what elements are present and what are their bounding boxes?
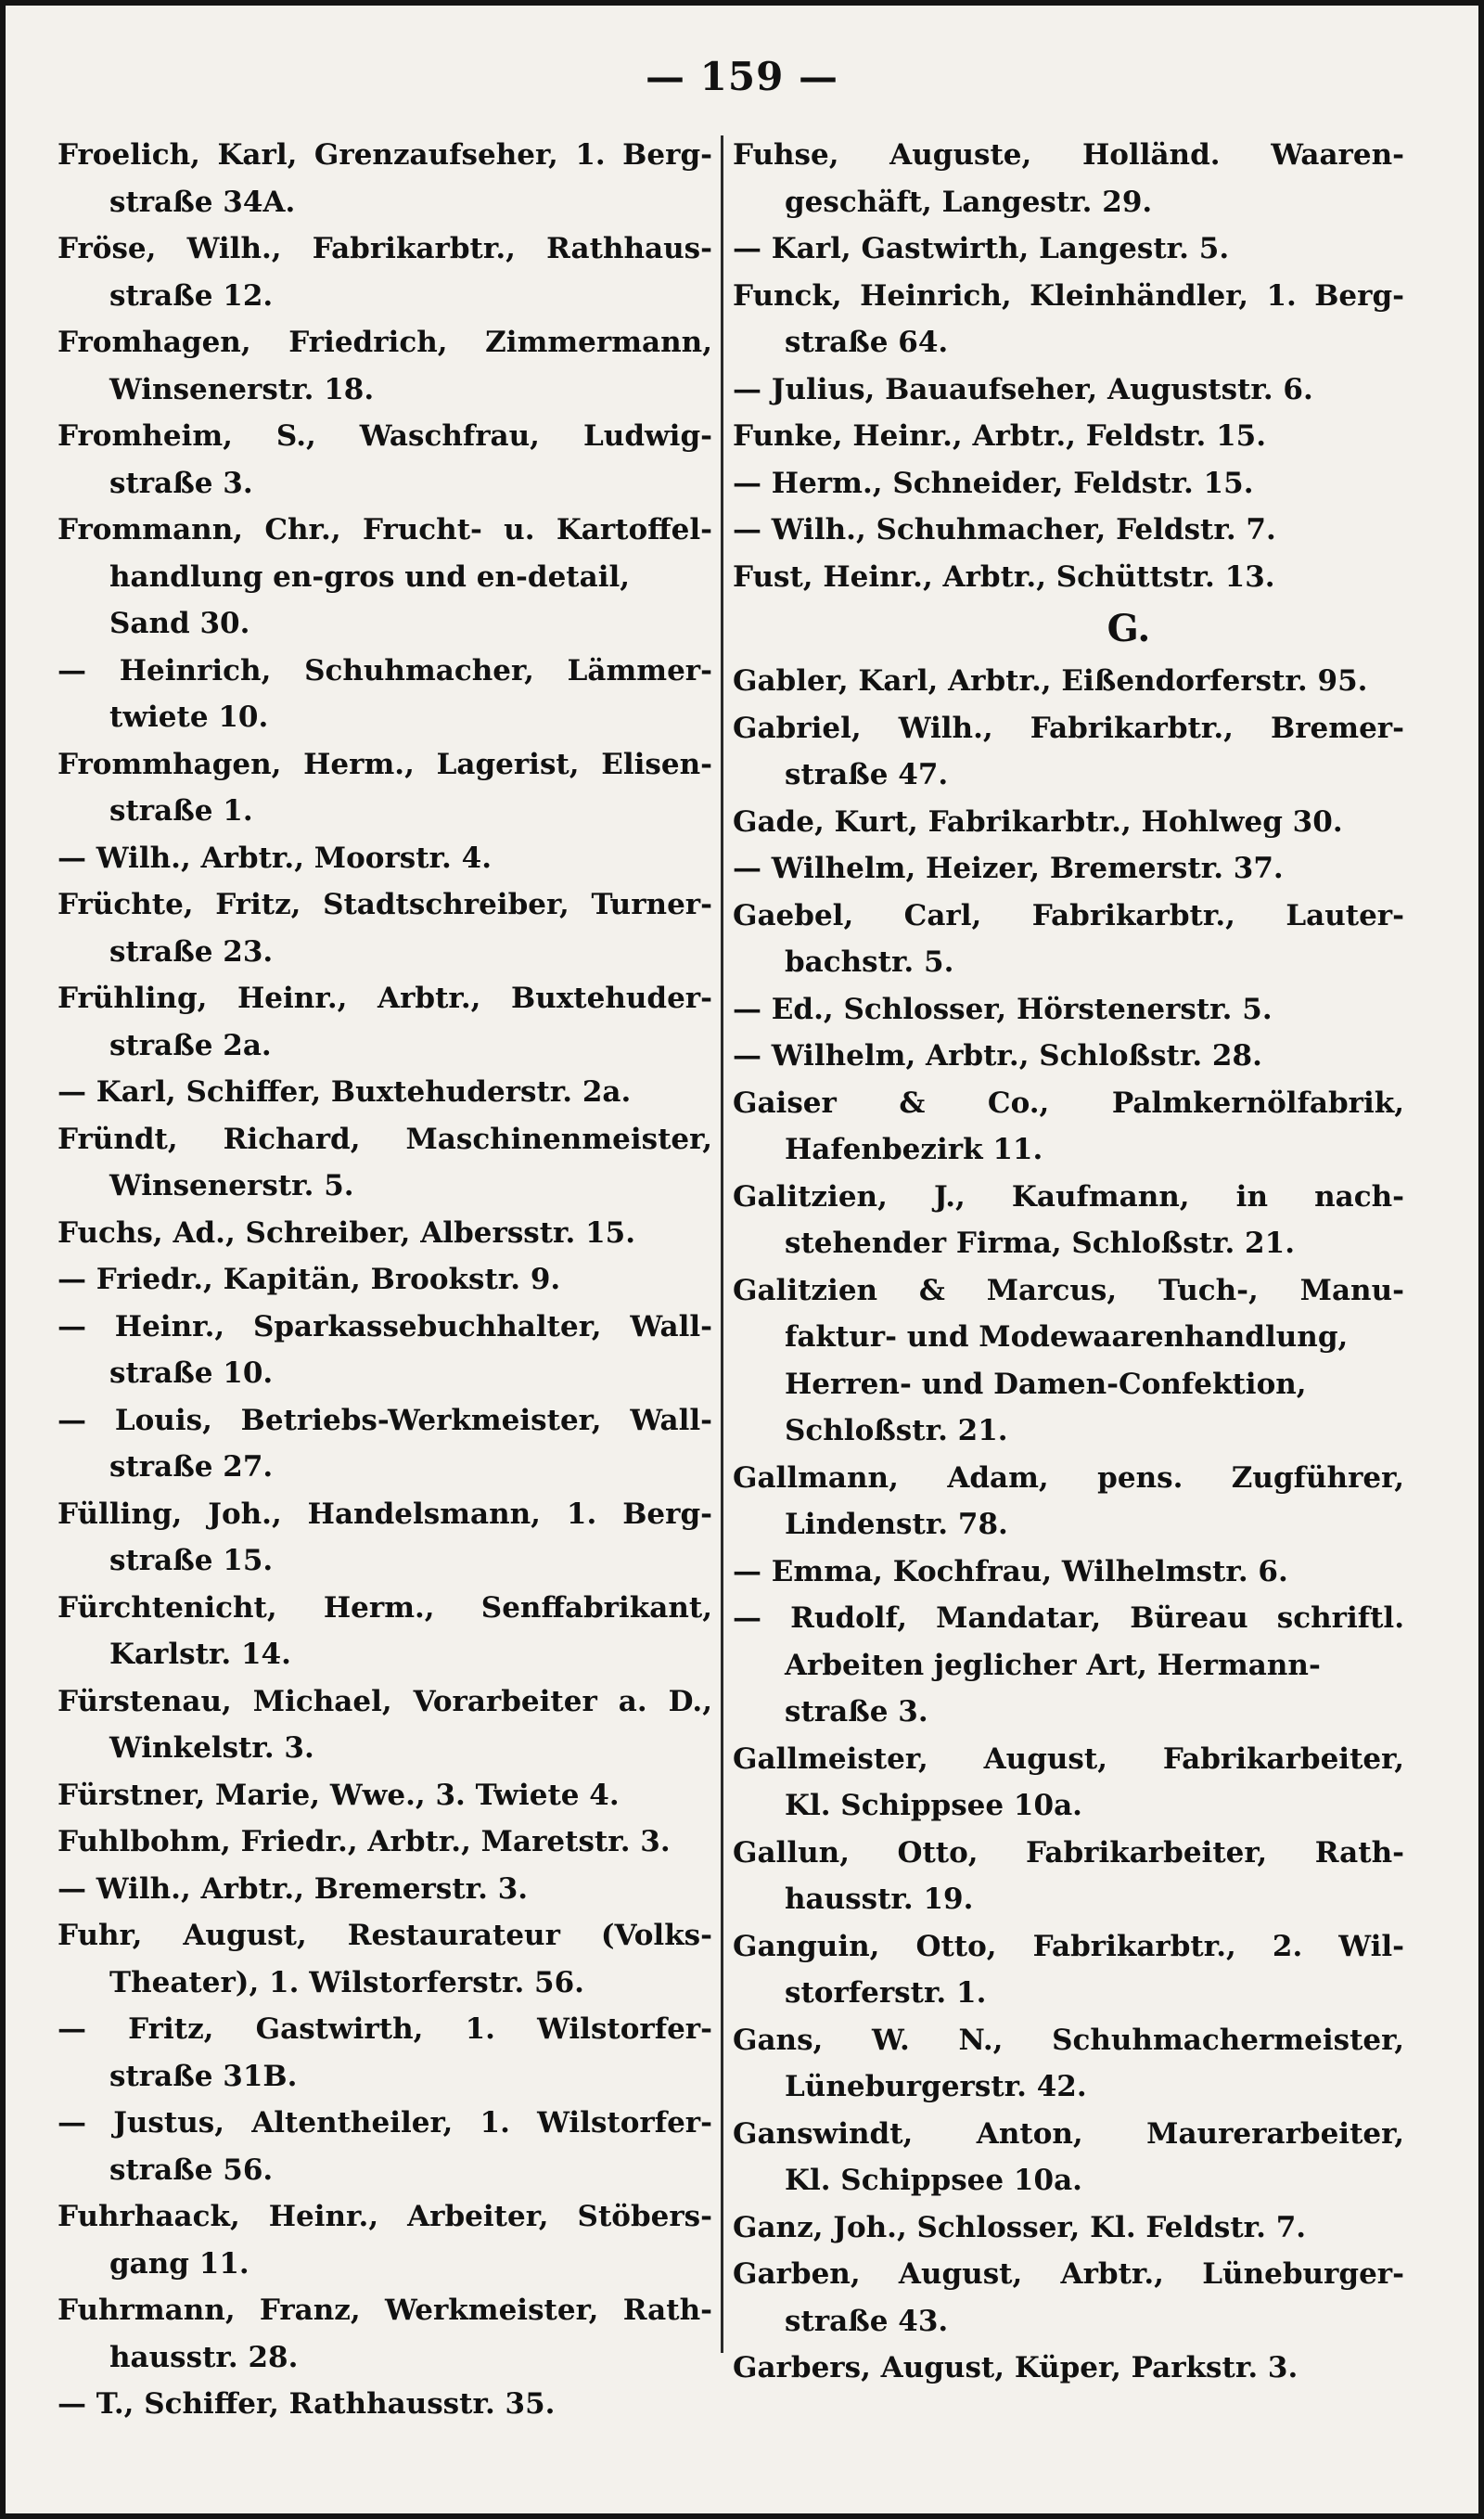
directory-entry [58, 2100, 712, 2193]
right-column-before-section [733, 132, 1404, 600]
directory-entry [733, 799, 1404, 846]
directory-entry [733, 554, 1404, 601]
entry-continuation-line: straße 34A. [109, 185, 296, 219]
directory-entry [733, 893, 1404, 986]
entry-line: — Wilhelm, Heizer, Bremerstr. 37. [733, 852, 1284, 885]
entry-line: Funke, Heinr., Arbtr., Feldstr. 15. [733, 419, 1267, 453]
right-column [733, 132, 1404, 2392]
entry-continuation-line: Theater), 1. Wilstorferstr. 56. [109, 1965, 584, 1999]
directory-entry [733, 413, 1404, 460]
entry-line: Garben, August, Arbtr., Lüneburger- [733, 2257, 1404, 2291]
directory-entry [733, 1033, 1404, 1080]
directory-entry [733, 986, 1404, 1034]
directory-entry [58, 132, 712, 225]
entry-line: — Wilh., Arbtr., Moorstr. 4. [58, 841, 492, 875]
entry-continuation-line: straße 47. [785, 758, 949, 791]
directory-entry [58, 2193, 712, 2287]
entry-continuation-line: straße 3. [109, 466, 253, 500]
entry-line: Gallun, Otto, Fabrikarbeiter, Rath- [733, 1835, 1404, 1870]
directory-entry [58, 2381, 712, 2428]
directory-entry [58, 2006, 712, 2100]
entry-continuation-line: Herren- und Damen-Confektion, [785, 1367, 1307, 1401]
directory-entry [733, 273, 1404, 366]
entry-line: Gade, Kurt, Fabrikarbtr., Hohlweg 30. [733, 804, 1343, 839]
directory-entry [58, 1491, 712, 1585]
entry-continuation-line: straße 12. [109, 278, 274, 313]
entry-continuation-line: straße 1. [109, 794, 253, 828]
entry-line: Fuhlbohm, Friedr., Arbtr., Maretstr. 3. [58, 1825, 671, 1858]
entry-line: Fuhrhaack, Heinr., Arbeiter, Stöbers- [58, 2200, 712, 2233]
entry-line: Fuhrmann, Franz, Werkmeister, Rath- [58, 2294, 712, 2327]
directory-entry [733, 1923, 1404, 2017]
directory-entry [58, 975, 712, 1069]
entry-line: Frühling, Heinr., Arbtr., Buxtehuder- [58, 982, 712, 1015]
directory-entry [733, 1595, 1404, 1736]
directory-entry [58, 1819, 712, 1866]
directory-entry [733, 507, 1404, 554]
entry-line: Galitzien & Marcus, Tuch-, Manu- [733, 1273, 1404, 1307]
directory-entry [58, 1397, 712, 1491]
entry-continuation-line: faktur- und Modewaarenhandlung, [785, 1320, 1349, 1354]
directory-entry [733, 1830, 1404, 1923]
entry-continuation-line: Lüneburgerstr. 42. [785, 2070, 1087, 2103]
entry-continuation-line: straße 43. [785, 2304, 949, 2338]
entry-line: Gabler, Karl, Arbtr., Eißendorferstr. 95. [733, 664, 1368, 698]
entry-line: Frommhagen, Herm., Lagerist, Elisen- [58, 747, 712, 781]
entry-line: Fürstenau, Michael, Vorarbeiter a. D., [58, 1684, 712, 1718]
directory-entry [58, 225, 712, 319]
entry-line: Früchte, Fritz, Stadtschreiber, Turner- [58, 888, 712, 921]
entry-line: — Wilhelm, Arbtr., Schloßstr. 28. [733, 1039, 1262, 1073]
directory-entry [58, 1069, 712, 1116]
directory-entry [733, 2017, 1404, 2111]
entry-line: Fründt, Richard, Maschinenmeister, [58, 1122, 712, 1156]
directory-entry [58, 2287, 712, 2381]
directory-entry [733, 2251, 1404, 2345]
directory-entry [58, 1210, 712, 1257]
entry-continuation-line: bachstr. 5. [785, 945, 954, 979]
directory-page [6, 6, 1478, 2513]
entry-line: — Rudolf, Mandatar, Büreau schriftl. [733, 1601, 1404, 1635]
entry-line: Gallmann, Adam, pens. Zugführer, [733, 1460, 1404, 1495]
entry-line: Gallmeister, August, Fabrikarbeiter, [733, 1741, 1404, 1776]
directory-entry [733, 132, 1404, 225]
column-divider [721, 135, 723, 2353]
entry-continuation-line: stehender Firma, Schloßstr. 21. [785, 1227, 1295, 1260]
entry-line: Gaebel, Carl, Fabrikarbtr., Lauter- [733, 898, 1404, 932]
entry-continuation-line: Karlstr. 14. [109, 1638, 291, 1671]
entry-continuation-line: hausstr. 28. [109, 2340, 299, 2374]
directory-entry [58, 1304, 712, 1397]
directory-entry [733, 845, 1404, 893]
directory-entry [733, 460, 1404, 508]
entry-line: Fuchs, Ad., Schreiber, Albersstr. 15. [58, 1215, 636, 1250]
entry-line: Fröse, Wilh., Fabrikarbtr., Rathhaus- [58, 232, 712, 265]
entry-continuation-line: Winsenerstr. 5. [109, 1169, 354, 1202]
entry-line: Ganz, Joh., Schlosser, Kl. Feldstr. 7. [733, 2210, 1307, 2244]
directory-entry [58, 1256, 712, 1304]
entry-line: — Julius, Bauaufseher, Auguststr. 6. [733, 372, 1313, 406]
entry-continuation-line: Kl. Schippsee 10a. [785, 2164, 1082, 2197]
entry-line: — Karl, Gastwirth, Langestr. 5. [733, 232, 1230, 265]
directory-entry [733, 1174, 1404, 1267]
entry-line: Galitzien, J., Kaufmann, in nach- [733, 1179, 1404, 1214]
directory-entry [733, 2111, 1404, 2204]
entry-line: Fuhse, Auguste, Holländ. Waaren- [733, 138, 1404, 172]
entry-line: Fromhagen, Friedrich, Zimmermann, [58, 326, 712, 359]
directory-entry [733, 225, 1404, 273]
directory-entry [58, 1866, 712, 1913]
entry-continuation-line: storferstr. 1. [785, 1976, 987, 2010]
entry-continuation-line: Lindenstr. 78. [785, 1508, 1008, 1541]
entry-line: Fürchtenicht, Herm., Senffabrikant, [58, 1590, 712, 1625]
section-letter-heading: G. [1107, 607, 1151, 650]
entry-line: — Heinrich, Schuhmacher, Lämmer- [58, 653, 712, 688]
entry-continuation-line: straße 56. [109, 2153, 274, 2187]
entry-continuation-line: straße 64. [785, 326, 949, 359]
entry-line: Gans, W. N., Schuhmachermeister, [733, 2023, 1404, 2057]
directory-entry [58, 1912, 712, 2006]
directory-entry [58, 1678, 712, 1772]
directory-entry [58, 741, 712, 835]
entry-line: — Fritz, Gastwirth, 1. Wilstorfer- [58, 2012, 712, 2046]
entry-line: Frommann, Chr., Frucht- u. Kartoffel- [58, 513, 712, 546]
entry-line: — Wilh., Arbtr., Bremerstr. 3. [58, 1871, 529, 1906]
entry-continuation-line: Sand 30. [109, 607, 250, 640]
entry-continuation-line: Hafenbezirk 11. [785, 1133, 1043, 1166]
entry-line: Ganswindt, Anton, Maurerarbeiter, [733, 2116, 1404, 2151]
entry-line: — Heinr., Sparkassebuchhalter, Wall- [58, 1309, 712, 1343]
directory-entry [733, 1549, 1404, 1596]
entry-line: — Louis, Betriebs-Werkmeister, Wall- [58, 1403, 712, 1437]
entry-continuation-line: geschäft, Langestr. 29. [785, 185, 1153, 219]
entry-continuation-line: straße 23. [109, 934, 274, 969]
directory-entry [58, 319, 712, 413]
entry-continuation-line: straße 10. [109, 1356, 274, 1390]
entry-continuation-line: twiete 10. [109, 700, 269, 734]
entry-continuation-line: straße 15. [109, 1544, 274, 1577]
left-column [58, 132, 712, 2428]
directory-entry [733, 366, 1404, 414]
directory-entry [733, 1080, 1404, 1174]
entry-line: — Wilh., Schuhmacher, Feldstr. 7. [733, 513, 1276, 546]
entry-continuation-line: handlung en-gros und en-detail, [109, 559, 631, 594]
entry-line: — T., Schiffer, Rathhausstr. 35. [58, 2387, 556, 2421]
entry-continuation-line: Schloßstr. 21. [785, 1414, 1008, 1447]
entry-line: Gabriel, Wilh., Fabrikarbtr., Bremer- [733, 711, 1404, 745]
entry-line: Fuhr, August, Restaurateur (Volks- [58, 1919, 712, 1952]
entry-line: — Karl, Schiffer, Buxtehuderstr. 2a. [58, 1075, 632, 1109]
entry-line: Fülling, Joh., Handelsmann, 1. Berg- [58, 1497, 712, 1531]
entry-line: Garbers, August, Küper, Parkstr. 3. [733, 2351, 1298, 2384]
directory-entry [733, 2345, 1404, 2392]
directory-entry [733, 658, 1404, 705]
entry-line: — Friedr., Kapitän, Brookstr. 9. [58, 1263, 561, 1296]
directory-entry [58, 835, 712, 882]
directory-entry [733, 1455, 1404, 1549]
entry-continuation-line: Winkelstr. 3. [109, 1731, 314, 1765]
entry-continuation-line: hausstr. 19. [785, 1883, 974, 1916]
entry-line: — Ed., Schlosser, Hörstenerstr. 5. [733, 992, 1273, 1026]
entry-continuation-line: gang 11. [109, 2246, 249, 2281]
entry-continuation-line: Kl. Schippsee 10a. [785, 1789, 1082, 1822]
entry-line: Fürstner, Marie, Wwe., 3. Twiete 4. [58, 1778, 620, 1812]
directory-entry [58, 413, 712, 507]
entry-line: — Herm., Schneider, Feldstr. 15. [733, 466, 1254, 500]
entry-line: Gaiser & Co., Palmkernölfabrik, [733, 1086, 1404, 1120]
directory-entry [733, 1736, 1404, 1830]
entry-continuation-line: straße 3. [785, 1695, 928, 1729]
entry-continuation-line: Arbeiten jeglicher Art, Hermann- [785, 1648, 1321, 1682]
directory-entry [58, 507, 712, 648]
entry-continuation-line: straße 2a. [109, 1028, 272, 1062]
page-number: — 159 — [646, 54, 838, 99]
directory-entry [58, 1772, 712, 1819]
entry-line: Fust, Heinr., Arbtr., Schüttstr. 13. [733, 559, 1275, 594]
directory-entry [58, 881, 712, 975]
entry-line: Froelich, Karl, Grenzaufseher, 1. Berg- [58, 138, 712, 172]
directory-entry [58, 1116, 712, 1210]
directory-entry [58, 648, 712, 741]
entry-continuation-line: straße 27. [109, 1450, 274, 1484]
entry-continuation-line: Winsenerstr. 18. [109, 372, 375, 406]
entry-continuation-line: straße 31B. [109, 2059, 298, 2093]
entry-line: — Emma, Kochfrau, Wilhelmstr. 6. [733, 1554, 1288, 1588]
entry-line: Fromheim, S., Waschfrau, Ludwig- [58, 419, 712, 453]
directory-entry [733, 1267, 1404, 1455]
entry-line: — Justus, Altentheiler, 1. Wilstorfer- [58, 2106, 712, 2140]
entry-line: Ganguin, Otto, Fabrikarbtr., 2. Wil- [733, 1929, 1404, 1963]
right-column-after-section [733, 658, 1404, 2392]
directory-entry [733, 705, 1404, 799]
directory-entry [58, 1585, 712, 1678]
directory-entry [733, 2204, 1404, 2252]
entry-line: Funck, Heinrich, Kleinhändler, 1. Berg- [733, 278, 1404, 313]
